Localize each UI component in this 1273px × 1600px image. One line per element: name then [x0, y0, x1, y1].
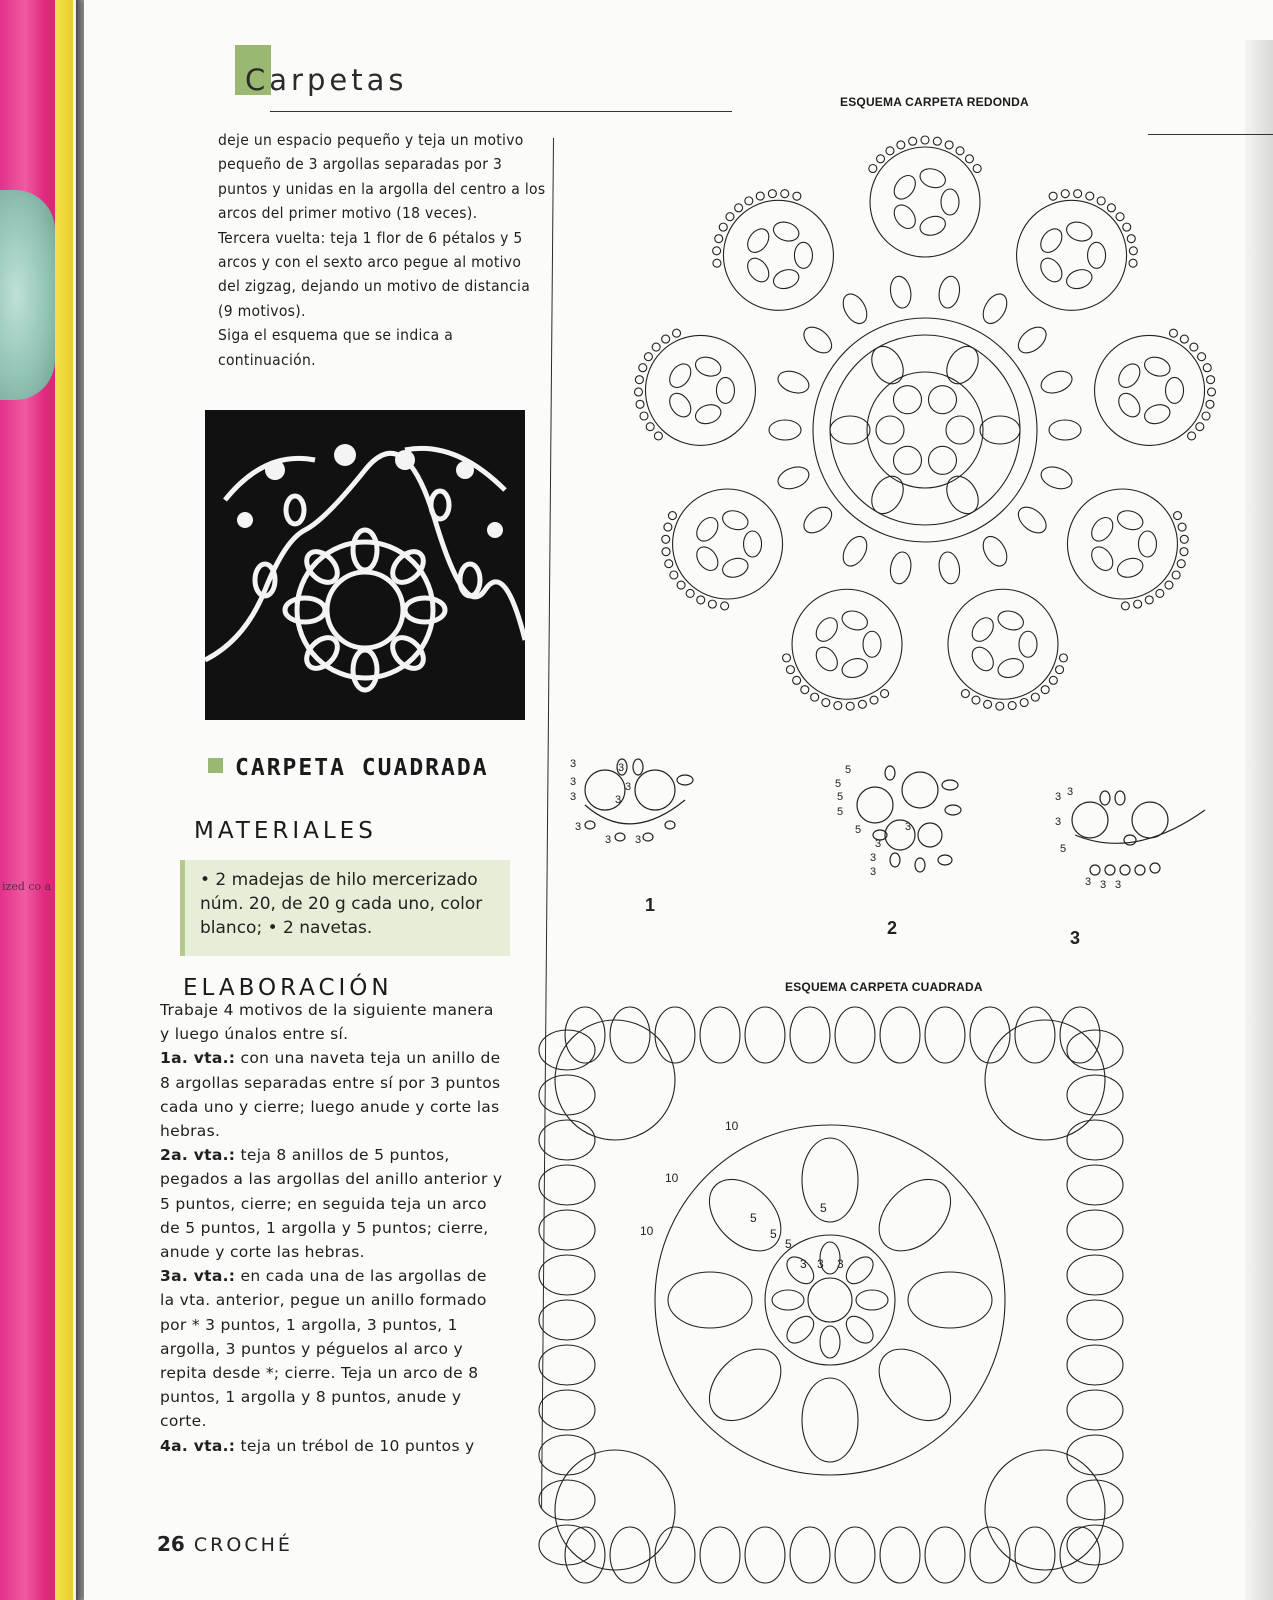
- fig1-count: 3: [570, 776, 577, 788]
- doily-photo: [205, 410, 525, 720]
- fig3-count: 3: [1055, 816, 1062, 828]
- fig3-count: 3: [1055, 791, 1062, 803]
- square-count: 5: [820, 1201, 827, 1215]
- fig2-count: 3: [905, 821, 912, 833]
- fig1-count: 3: [570, 758, 577, 770]
- fig3-count: 5: [1060, 843, 1067, 855]
- square-count: 3: [800, 1257, 807, 1271]
- square-count: 3: [817, 1257, 824, 1271]
- header-rule: [270, 111, 732, 112]
- continuation-paragraph: deje un espacio pequeño y teja un motivo pequeño de 3 argollas separadas por 3 puntos y unidas en la argolla del centro a los arcos del primer motivo (18 veces).: [218, 131, 546, 223]
- fig2-count: 5: [835, 778, 842, 790]
- step-text: en cada una de las argollas de la vta. anterior, pegue un anillo formado por * 3 puntos, 1 argolla, 3 puntos, 1 argolla, 3 puntos y péguelos al arco y repita desde *; cierre. Teja un arco de 8 puntos, 1 argolla y 8 puntos, anude y corte.: [160, 1267, 487, 1431]
- tercera-paragraph: Tercera vuelta: teja 1 flor de 6 pétalos y 5 arcos y con el sexto arco pegue al motivo del zigzag, dejando un motivo de distancia (9 motivos).: [218, 228, 531, 320]
- figure-2-diagram: [835, 765, 970, 890]
- step-label: 1a. vta.:: [160, 1049, 236, 1068]
- carpeta-cuadrada-heading: [208, 755, 489, 781]
- square-count: 10: [640, 1224, 654, 1238]
- fig2-count: 5: [845, 764, 852, 776]
- square-count: 5: [750, 1211, 757, 1225]
- continuation-text: [218, 128, 548, 372]
- square-count: 3: [837, 1257, 844, 1271]
- square-count: 10: [725, 1119, 739, 1133]
- figure-number: 2: [887, 918, 898, 938]
- adjacent-page: [0, 0, 62, 1600]
- step-label: 2a. vta.:: [160, 1146, 236, 1165]
- page-number: 26: [157, 1532, 185, 1556]
- step-4: [160, 1434, 505, 1458]
- siga-paragraph: Siga el esquema que se indica a continuación.: [218, 326, 454, 369]
- materials-box: [180, 860, 510, 956]
- elaboracion-heading: ELABORACIÓN: [183, 975, 393, 1001]
- step-text: teja 8 anillos de 5 puntos, pegados a las argollas del anillo anterior y 5 puntos, cierre; en seguida teja un arco de 5 puntos, 1 argolla y 5 puntos; cierre, anude y corte las hebras.: [160, 1146, 503, 1262]
- yarn-photo: [0, 190, 55, 400]
- step-label: 3a. vta.:: [160, 1267, 236, 1286]
- page-folio: [157, 1532, 293, 1556]
- figure-3-diagram: [1055, 786, 1215, 900]
- elaboracion-intro: Trabaje 4 motivos de la siguiente manera y luego únalos entre sí.: [160, 1001, 494, 1044]
- materials-text: • 2 madejas de hilo mercerizado núm. 20, de 20 g cada uno, color blanco; • 2 navetas.: [200, 870, 483, 938]
- materiales-heading: MATERIALES: [194, 818, 377, 844]
- yellow-edge: [55, 0, 73, 1600]
- step-1: [160, 1046, 505, 1143]
- round-diagram-title: ESQUEMA CARPETA REDONDA: [840, 95, 1029, 109]
- heading-square-icon: [208, 758, 223, 773]
- elaboracion-text: [160, 998, 505, 1458]
- figure-1-diagram: [560, 755, 710, 865]
- fig1-count: 3: [570, 791, 577, 803]
- fig3-count: 3: [1115, 879, 1122, 891]
- materials-box-bar: [180, 860, 185, 956]
- square-diagram-title: ESQUEMA CARPETA CUADRADA: [785, 980, 983, 994]
- figure-number: 3: [1070, 928, 1081, 948]
- step-2: [160, 1143, 505, 1264]
- round-doily-diagram: [630, 130, 1220, 730]
- neighbour-label: ized co a: [2, 880, 52, 893]
- fig1-count: 3: [635, 834, 642, 846]
- fig1-count: 3: [605, 834, 612, 846]
- fig1-count: 3: [575, 821, 582, 833]
- fig2-count: 3: [875, 838, 882, 850]
- section-header: [235, 45, 408, 97]
- square-doily-diagram: [545, 1010, 1135, 1580]
- step-text: teja un trébol de 10 puntos y: [235, 1436, 475, 1455]
- figure-number: 1: [645, 895, 656, 915]
- step-label: 4a. vta.:: [160, 1436, 236, 1455]
- fig2-count: 5: [837, 791, 844, 803]
- square-count: 5: [785, 1237, 792, 1251]
- section-title: Carpetas: [245, 63, 408, 97]
- fig3-count: 3: [1100, 879, 1107, 891]
- page-right-edge: [1245, 40, 1273, 1600]
- fig2-count: 3: [870, 866, 877, 878]
- carpeta-cuadrada-title: CARPETA CUADRADA: [235, 755, 489, 781]
- fig2-count: 5: [837, 806, 844, 818]
- fig3-count: 3: [1067, 786, 1074, 798]
- fig1-count: 3: [625, 781, 632, 793]
- fig2-count: 5: [855, 824, 862, 836]
- fig3-count: 3: [1085, 876, 1092, 888]
- fig1-count: 3: [615, 794, 622, 806]
- square-count: 5: [770, 1227, 777, 1241]
- step-text: con una naveta teja un anillo de 8 argollas separadas entre sí por 3 puntos cada uno y cierre; luego anude y corte las hebras.: [160, 1049, 501, 1141]
- step-3: [160, 1264, 505, 1433]
- fig2-count: 3: [870, 852, 877, 864]
- fig1-count: 3: [618, 762, 625, 774]
- magazine-name: CROCHÉ: [193, 1534, 293, 1556]
- square-count: 10: [665, 1171, 679, 1185]
